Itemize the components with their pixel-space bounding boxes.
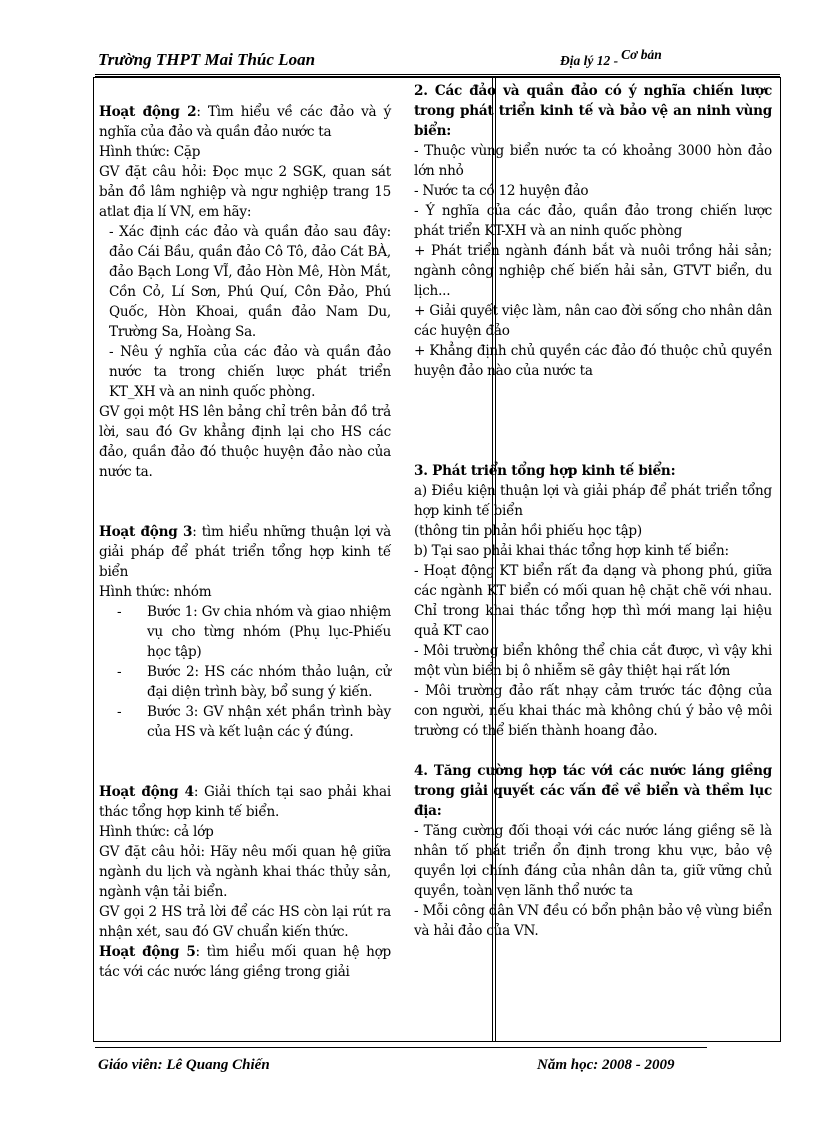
section-2-item: + Giải quyết việc làm, nân cao đời sống cho nhân dân các huyện đảo xyxy=(414,303,772,339)
header-subject-name: Địa lý 12 - xyxy=(560,53,619,68)
activity-3-form: Hình thức: nhóm xyxy=(99,584,212,600)
section-3-title: 3. Phát triển tổng hợp kinh tế biển: xyxy=(414,463,676,479)
footer-teacher: Giáo viên: Lê Quang Chiến xyxy=(98,1057,270,1073)
activity-4-form: Hình thức: cả lớp xyxy=(99,824,214,840)
section-2-item: - Thuộc vùng biển nước ta có khoảng 3000 hòn đảo lớn nhỏ xyxy=(414,143,772,179)
activity-2-question: GV đặt câu hỏi: Đọc mục 2 SGK, quan sát bản đồ lâm nghiệp và ngư nghiệp trang 15 atlat địa lí VN, em hãy: xyxy=(99,164,391,220)
section-3-item: - Môi trường biển không thể chia cắt được, vì vậy khi một vùn biển bị ô nhiễm sẽ gây thiệt hại rất lớn xyxy=(414,643,772,679)
activity-5-label: Hoạt động 5 xyxy=(99,944,196,960)
activity-2-label: Hoạt động 2 xyxy=(99,104,197,120)
section-3-a-note: (thông tin phản hồi phiếu học tập) xyxy=(414,523,642,539)
activity-4-label: Hoạt động 4 xyxy=(99,784,194,800)
section-2-title: 2. Các đảo và quần đảo có ý nghĩa chiến lược trong phát triển kinh tế và bảo vệ an ninh vùng biển: xyxy=(414,83,772,139)
section-3-b: b) Tại sao phải khai thác tổng hợp kinh tế biển: xyxy=(414,543,729,559)
section-4-item: - Mỗi công dân VN đều có bổn phận bảo vệ vùng biển và hải đảo của VN. xyxy=(414,903,772,939)
activity-2-bullet-2: - Nêu ý nghĩa của các đảo và quần đảo nước ta trong chiến lược phát triển KT_XH và an ninh quốc phòng. xyxy=(109,344,391,400)
footer-year: Năm học: 2008 - 2009 xyxy=(537,1057,675,1073)
activity-4-desc: : Giải thích tại sao phải khai thác tổng hợp kinh tế biển. xyxy=(99,784,391,820)
activity-2-heading xyxy=(99,102,391,142)
activity-4-heading xyxy=(99,782,391,822)
section-2-item: - Ý nghĩa của các đảo, quần đảo trong chiến lược phát triển KT-XH và an ninh quốc phòng xyxy=(414,203,772,239)
activity-3-step: - Bước 1: Gv chia nhóm và giao nhiệm vụ cho từng nhóm (Phụ lục-Phiếu học tập) xyxy=(117,604,391,660)
section-3-item: - Hoạt động KT biển rất đa dạng và phong phú, giữa các ngành KT biển có mối quan hệ chặt chẽ với nhau. Chỉ trong khai thác tổng hợp thì mới mang lại hiệu quả KT cao xyxy=(414,563,772,639)
activity-3-step: - Bước 2: HS các nhóm thảo luận, cử đại diện trình bày, bổ sung ý kiến. xyxy=(117,664,391,700)
step-text: Bước 2: HS các nhóm thảo luận, cử đại diện trình bày, bổ sung ý kiến. xyxy=(147,664,391,700)
lesson-table xyxy=(93,77,781,1042)
section-3-item: - Môi trường đảo rất nhạy cảm trước tác động của con người, nếu khai thác mà không chú ý bảo vệ môi trường có thể biến thành hoang đảo. xyxy=(414,683,772,739)
section-2-item: + Khẳng định chủ quyền các đảo đó thuộc chủ quyền huyện đảo nào của nước ta xyxy=(414,343,772,379)
section-4-item: - Tăng cường đối thoại với các nước láng giềng sẽ là nhân tố phát triển ổn định trong khu vực, bảo vệ quyền lợi chính đáng của nhân dân ta, giữ vững chủ quyền, toàn vẹn lãnh thổ nước ta xyxy=(414,823,772,899)
activity-3-heading xyxy=(99,522,391,582)
section-2-item: - Nước ta có 12 huyện đảo xyxy=(414,183,589,199)
activity-2-bullet-1: - Xác định các đảo và quần đảo sau đây: đảo Cái Bầu, quần đảo Cô Tô, đảo Cát BÀ, đảo Bạch Long VĨ, đảo Hòn Mê, Hòn Mắt, Cồn Cỏ, Lí Sơn, Phú Quí, Côn Đảo, Phú Quốc, Hòn Khoai, quần đảo Nam Du, Trường Sa, Hoàng Sa. xyxy=(109,224,391,340)
activity-5-desc: : tìm hiểu mối quan hệ hợp tác với các nước láng giềng trong giải xyxy=(99,944,391,980)
content-column xyxy=(404,81,772,941)
step-text: Bước 1: Gv chia nhóm và giao nhiệm vụ cho từng nhóm (Phụ lục-Phiếu học tập) xyxy=(147,604,391,660)
section-4-title: 4. Tăng cường hợp tác với các nước láng giềng trong giải quyết các vấn đề về biển và thềm lục địa: xyxy=(414,763,772,819)
activity-3-desc: : tìm hiểu những thuận lợi và giải pháp để phát triển tổng hợp kinh tế biển xyxy=(99,524,391,580)
activity-2-teacher-note: GV gọi một HS lên bảng chỉ trên bản đồ trả lời, sau đó Gv khẳng định lại cho HS các đảo, quần đảo đó thuộc huyện đảo nào của nước ta. xyxy=(99,404,391,480)
activity-2-form: Hình thức: Cặp xyxy=(99,144,201,160)
activity-4-question: GV đặt câu hỏi: Hãy nêu mối quan hệ giữa ngành du lịch và ngành khai thác thủy sản, ngành vận tải biển. xyxy=(99,844,391,900)
header-subject xyxy=(560,47,662,69)
step-text: Bước 3: GV nhận xét phần trình bày của HS và kết luận các ý đúng. xyxy=(147,704,391,740)
header-subject-level: Cơ bản xyxy=(621,47,662,62)
activities-column xyxy=(99,102,391,982)
activity-5-heading xyxy=(99,942,391,982)
activity-4-teacher-note: GV gọi 2 HS trả lời để các HS còn lại rút ra nhận xét, sau đó GV chuẩn kiến thức. xyxy=(99,904,391,940)
activity-3-label: Hoạt động 3 xyxy=(99,524,193,540)
section-3-a: a) Điều kiện thuận lợi và giải pháp để phát triển tổng hợp kinh tế biển xyxy=(414,483,772,519)
activity-3-step: - Bước 3: GV nhận xét phần trình bày của HS và kết luận các ý đúng. xyxy=(117,704,391,740)
header-school: Trường THPT Mai Thúc Loan xyxy=(98,50,316,69)
footer-rule xyxy=(95,1047,707,1048)
activity-2-desc: : Tìm hiểu về các đảo và ý nghĩa của đảo và quần đảo nước ta xyxy=(99,104,391,140)
section-2-item: + Phát triển ngành đánh bắt và nuôi trồng hải sản; ngành công nghiệp chế biến hải sản, GTVT biển, du lịch... xyxy=(414,243,772,299)
